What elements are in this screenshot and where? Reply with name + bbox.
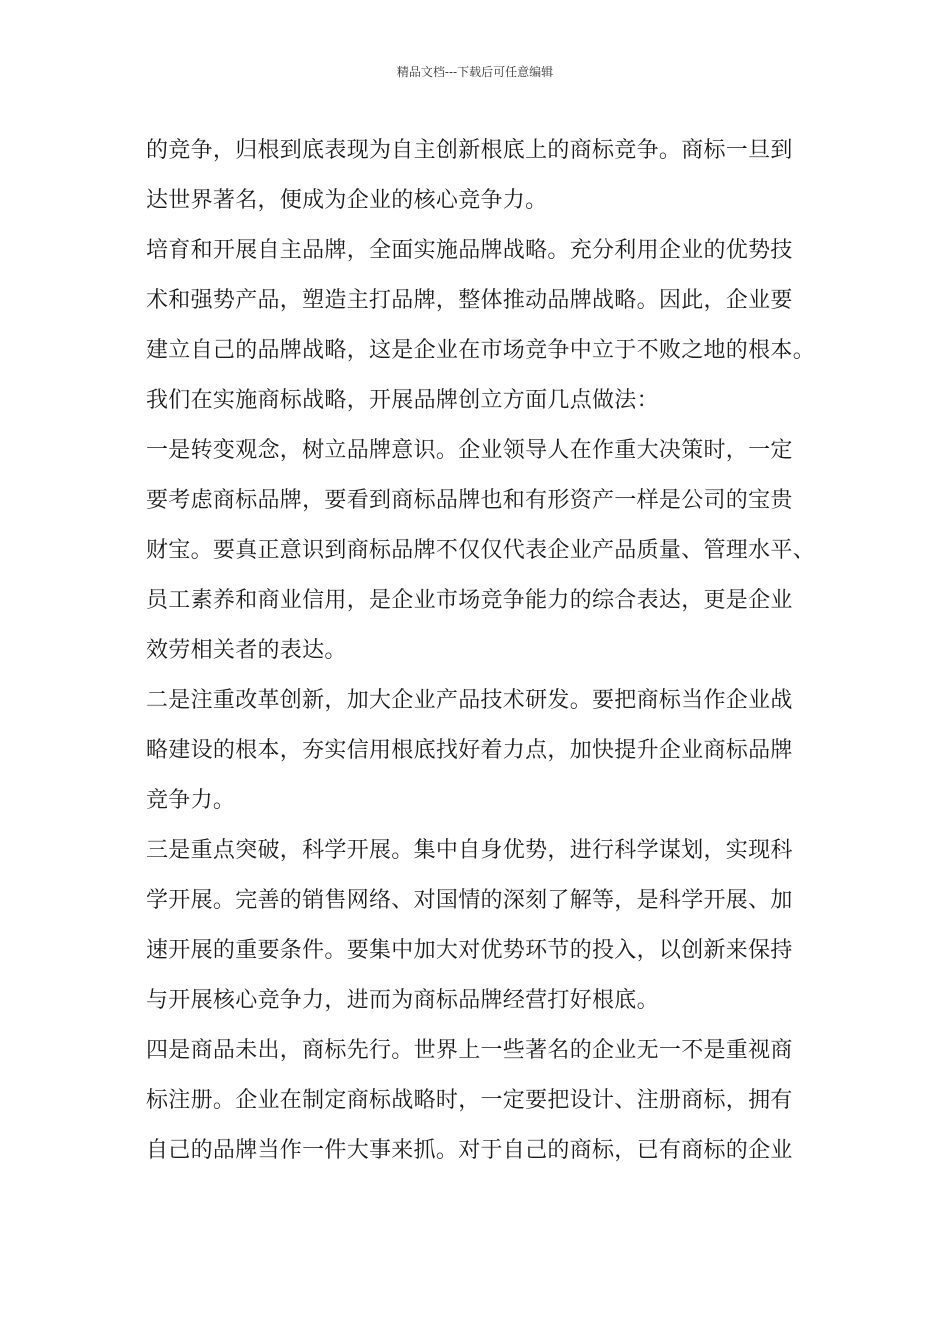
- text-line: 略建设的根本，夯实信用根底找好着力点，加快提升企业商标品牌: [146, 738, 793, 763]
- text-line: 学开展。完善的销售网络、对国情的深刻了解等，是科学开展、加: [146, 888, 793, 913]
- text-line: 培育和开展自主品牌，全面实施品牌战略。充分利用企业的优势技: [146, 238, 793, 263]
- text-line: 标注册。企业在制定商标战略时，一定要把设计、注册商标，拥有: [146, 1088, 793, 1113]
- page-header: 精品文档---下载后可任意编辑: [396, 65, 554, 79]
- text-line: 的竞争，归根到底表现为自主创新根底上的商标竞争。商标一旦到: [146, 138, 793, 163]
- text-line: 达世界著名，便成为企业的核心竞争力。: [146, 188, 548, 213]
- text-line: 要考虑商标品牌，要看到商标品牌也和有形资产一样是公司的宝贵: [146, 488, 793, 513]
- text-line: 术和强势产品，塑造主打品牌，整体推动品牌战略。因此，企业要: [146, 288, 793, 313]
- text-line: 竞争力。: [146, 788, 236, 813]
- text-line: 我们在实施商标战略，开展品牌创立方面几点做法：: [146, 388, 659, 413]
- text-line: 一是转变观念，树立品牌意识。企业领导人在作重大决策时，一定: [146, 438, 793, 463]
- text-line: 自己的品牌当作一件大事来抓。对于自己的商标，已有商标的企业: [146, 1138, 793, 1163]
- document-body: [146, 126, 816, 1176]
- text-line: 财宝。要真正意识到商标品牌不仅仅代表企业产品质量、管理水平、: [146, 538, 816, 563]
- text-line: 四是商品未出，商标先行。世界上一些著名的企业无一不是重视商: [146, 1038, 793, 1063]
- text-line: 效劳相关者的表达。: [146, 638, 347, 663]
- text-line: 建立自己的品牌战略，这是企业在市场竞争中立于不败之地的根本。: [146, 338, 816, 363]
- text-line: 与开展核心竞争力，进而为商标品牌经营打好根底。: [146, 988, 659, 1013]
- text-line: 速开展的重要条件。要集中加大对优势环节的投入，以创新来保持: [146, 938, 793, 963]
- text-line: 员工素养和商业信用，是企业市场竞争能力的综合表达，更是企业: [146, 588, 793, 613]
- text-line: 二是注重改革创新，加大企业产品技术研发。要把商标当作企业战: [146, 688, 793, 713]
- text-line: 三是重点突破，科学开展。集中自身优势，进行科学谋划，实现科: [146, 838, 793, 863]
